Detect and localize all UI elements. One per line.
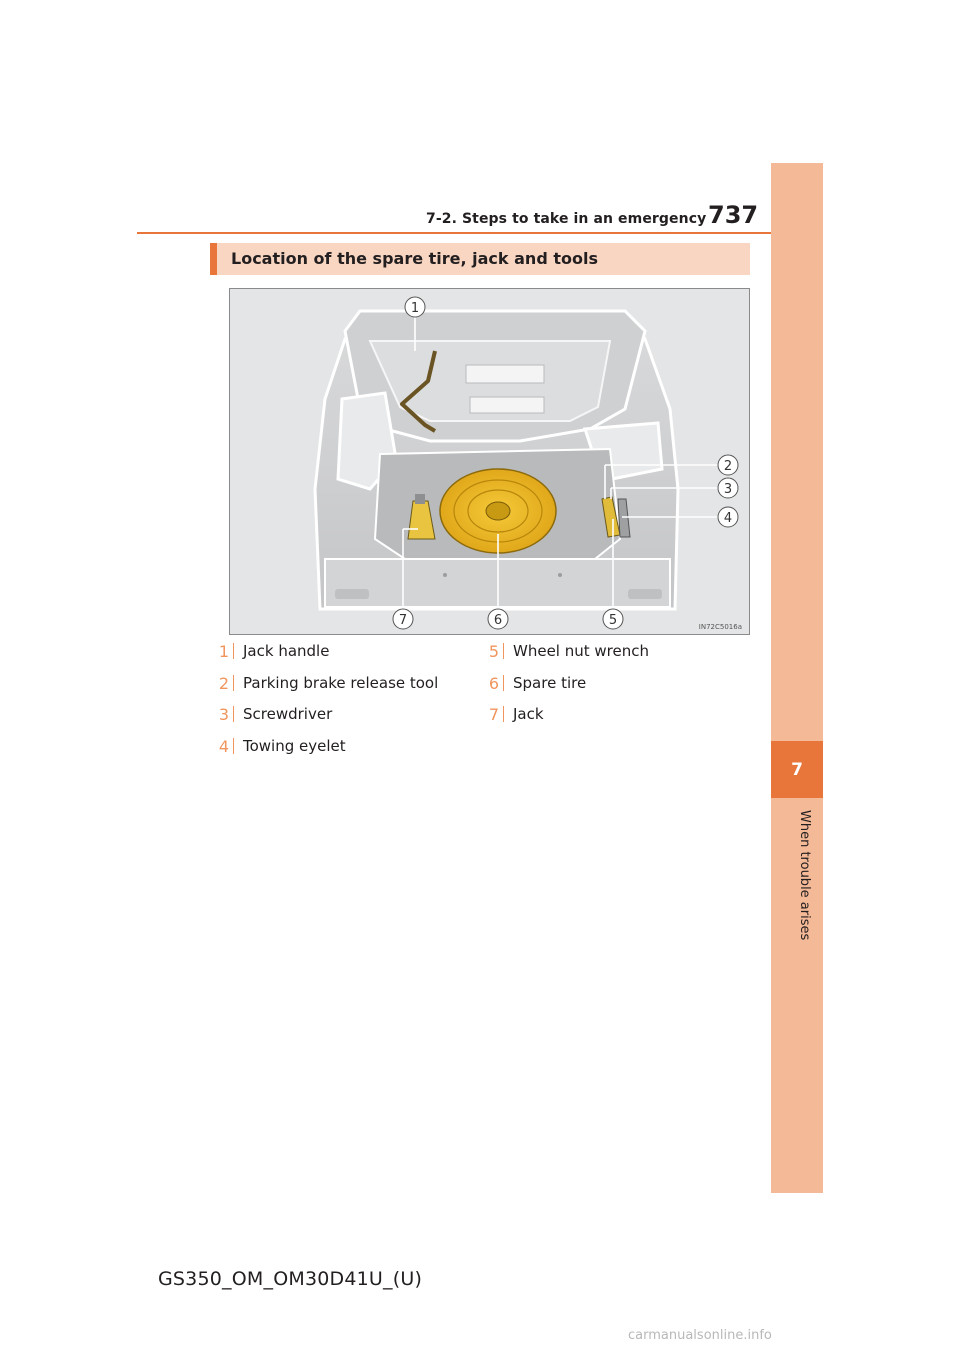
legend-label-3: Screwdriver	[243, 705, 333, 723]
callout-2-label: 2	[723, 459, 733, 474]
legend-label-7: Jack	[513, 705, 544, 723]
figure-image-code: IN72C5016a	[698, 623, 742, 631]
trunk-illustration-drawing	[230, 289, 749, 634]
legend-item-4	[216, 735, 346, 757]
header-rule	[137, 232, 822, 234]
callout-5-label: 5	[608, 613, 618, 628]
legend-label-5: Wheel nut wrench	[513, 642, 649, 660]
section-title: Location of the spare tire, jack and tools	[231, 249, 598, 268]
callout-3-label: 3	[723, 482, 733, 497]
chapter-number-tab: 7	[771, 741, 823, 798]
running-header-section: 7-2. Steps to take in an emergency	[426, 211, 707, 227]
watermark-text[interactable]: carmanualsonline.info	[628, 1328, 772, 1343]
legend-item-2	[216, 672, 438, 694]
legend-number-3: 3	[216, 705, 232, 723]
legend-item-1	[216, 640, 329, 662]
legend-number-7: 7	[486, 705, 502, 723]
legend-item-5	[486, 640, 649, 662]
callout-1	[405, 297, 425, 317]
callout-7-label: 7	[398, 613, 408, 628]
footer-document-code: GS350_OM_OM30D41U_(U)	[158, 1268, 423, 1290]
legend-label-2: Parking brake release tool	[243, 674, 439, 692]
callout-6-label: 6	[493, 613, 503, 628]
callout-4-label: 4	[723, 511, 733, 526]
trunk-illustration	[229, 288, 750, 635]
callout-3	[718, 478, 738, 498]
legend-number-4: 4	[216, 737, 232, 755]
callout-6	[488, 609, 508, 629]
callout-1-label: 1	[410, 301, 420, 316]
legend-item-3	[216, 703, 332, 725]
callout-7	[393, 609, 413, 629]
callout-2	[718, 455, 738, 475]
legend-number-1: 1	[216, 642, 232, 660]
legend-number-5: 5	[486, 642, 502, 660]
legend-label-4: Towing eyelet	[243, 737, 346, 755]
chapter-label: When trouble arises	[797, 810, 812, 941]
legend-item-6	[486, 672, 586, 694]
chapter-side-tab	[771, 163, 823, 1193]
legend-item-7	[486, 703, 544, 725]
section-header	[210, 243, 750, 275]
legend-number-2: 2	[216, 674, 232, 692]
callout-5	[603, 609, 623, 629]
legend-label-1: Jack handle	[243, 642, 330, 660]
callout-4	[718, 507, 738, 527]
legend-label-6: Spare tire	[513, 674, 587, 692]
legend-number-6: 6	[486, 674, 502, 692]
page-number: 737	[708, 201, 759, 229]
